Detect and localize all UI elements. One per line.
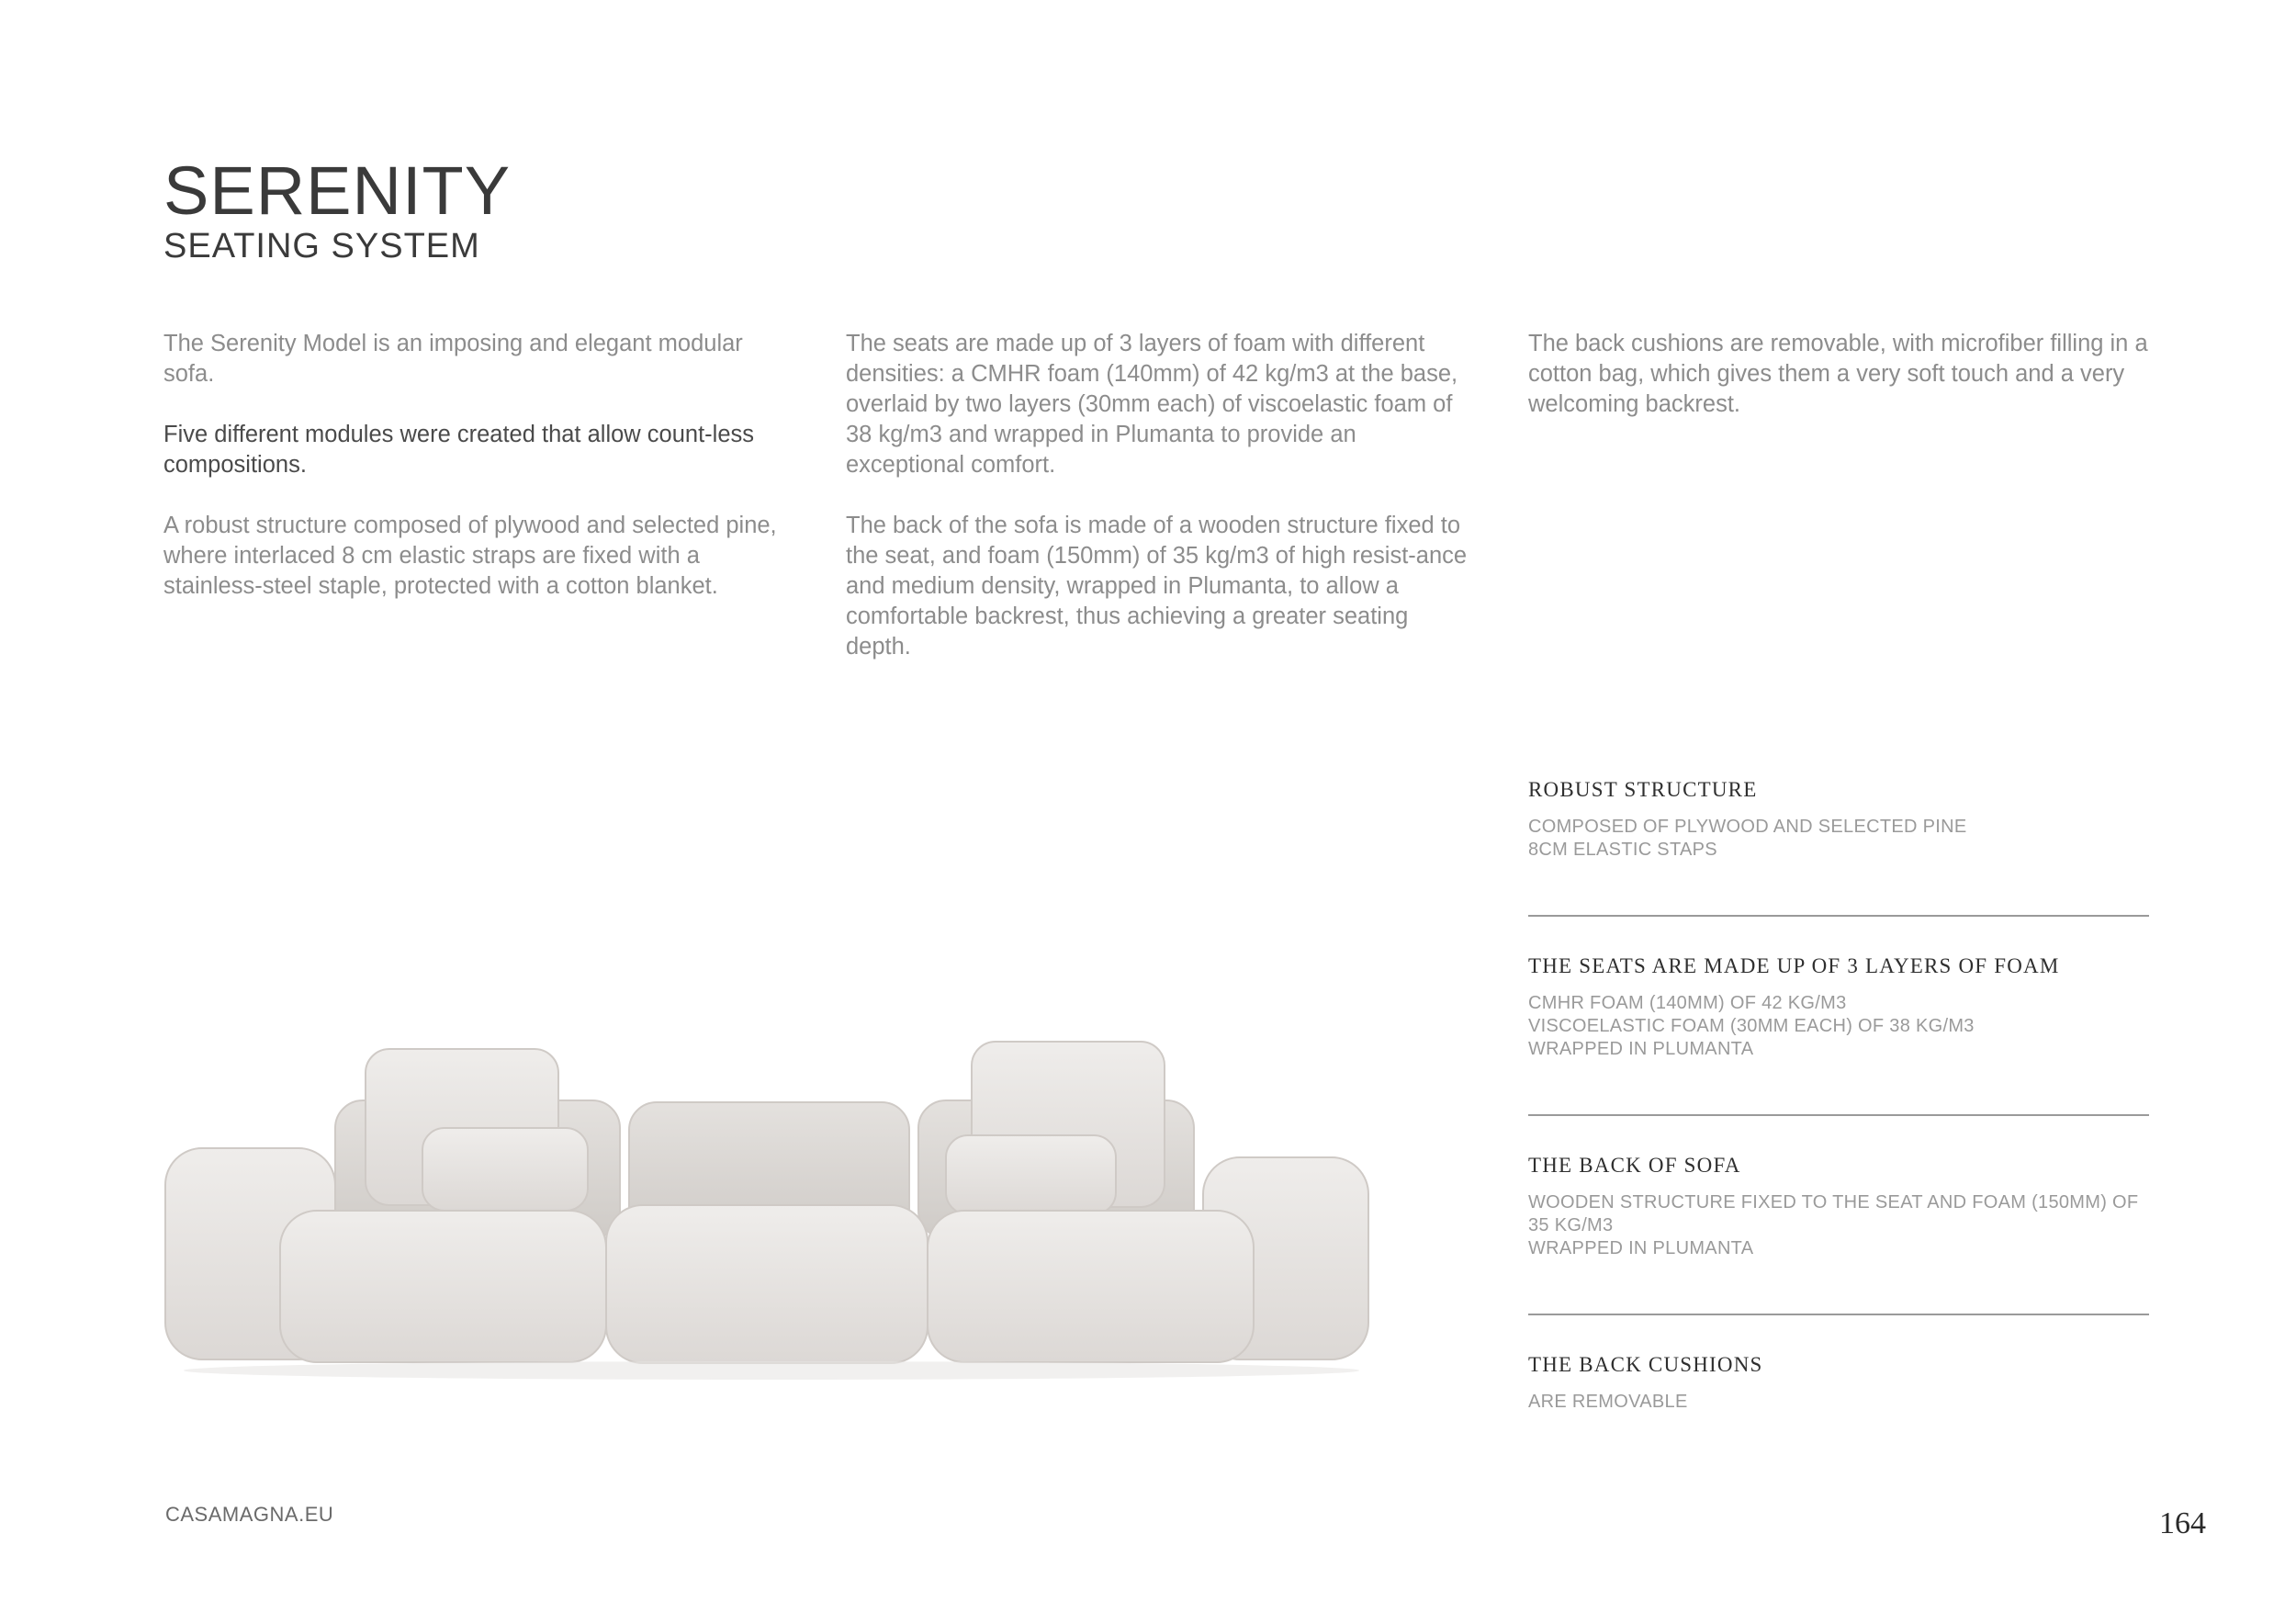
page-number: 164 <box>2159 1506 2206 1540</box>
spec-robust-structure <box>1528 777 2149 917</box>
description-column-3 <box>1528 329 2153 450</box>
description-column-2 <box>846 329 1470 693</box>
spec-title: THE SEATS ARE MADE UP OF 3 LAYERS OF FOAM <box>1528 954 2060 977</box>
sofa-image <box>156 1029 1387 1396</box>
cushions-paragraph: The back cushions are removable, with microfiber filling in a cotton bag, which gives them a very soft touch and a very welcoming backrest. <box>1528 331 2148 417</box>
product-title: SERENITY <box>163 152 512 229</box>
description-column-1 <box>163 329 788 632</box>
seats-paragraph: The seats are made up of 3 layers of foam with different densities: a CMHR foam (140mm) of 42 kg/m3 at the base, overlaid by two layers (30mm each) of viscoelastic foam of 38 kg/m3 and wrapped in Plumanta to provide an exceptional comfort. <box>846 331 1458 478</box>
spec-back-of-sofa <box>1528 1153 2149 1315</box>
spec-title: THE BACK CUSHIONS <box>1528 1353 1763 1376</box>
intro-paragraph: The Serenity Model is an imposing and elegant modular sofa. <box>163 331 743 387</box>
spec-title: ROBUST STRUCTURE <box>1528 778 1758 801</box>
spec-line: CMHR FOAM (140MM) OF 42 KG/M3 <box>1528 993 1847 1013</box>
spec-line: COMPOSED OF PLYWOOD AND SELECTED PINE <box>1528 817 1967 837</box>
product-subtitle: SEATING SYSTEM <box>163 227 480 265</box>
spec-back-cushions <box>1528 1352 2149 1414</box>
spec-line: 8CM ELASTIC STAPS <box>1528 840 1717 860</box>
specs-list <box>1528 777 2149 1414</box>
spec-line: VISCOELASTIC FOAM (30MM EACH) OF 38 KG/M3 <box>1528 1016 1975 1036</box>
spec-line: WOODEN STRUCTURE FIXED TO THE SEAT AND FOAM (150MM) OF 35 KG/M3 <box>1528 1192 2139 1235</box>
spec-line: WRAPPED IN PLUMANTA <box>1528 1238 1754 1258</box>
spec-seats-foam <box>1528 953 2149 1116</box>
spec-line: WRAPPED IN PLUMANTA <box>1528 1039 1754 1059</box>
modules-paragraph: Five different modules were created that allow count-less compositions. <box>163 422 755 478</box>
website-link[interactable]: CASAMAGNA.EU <box>165 1503 334 1526</box>
structure-paragraph: A robust structure composed of plywood and selected pine, where interlaced 8 cm elastic straps are fixed with a stainless-steel staple, protected with a cotton blanket. <box>163 513 777 599</box>
spec-line: ARE REMOVABLE <box>1528 1392 1688 1412</box>
back-paragraph: The back of the sofa is made of a wooden structure fixed to the seat, and foam (150mm) of 35 kg/m3 of high resist-ance and medium density, wrapped in Plumanta, to allow a comfortable backrest, thus achieving a greater seating depth. <box>846 513 1468 660</box>
spec-title: THE BACK OF SOFA <box>1528 1154 1741 1177</box>
